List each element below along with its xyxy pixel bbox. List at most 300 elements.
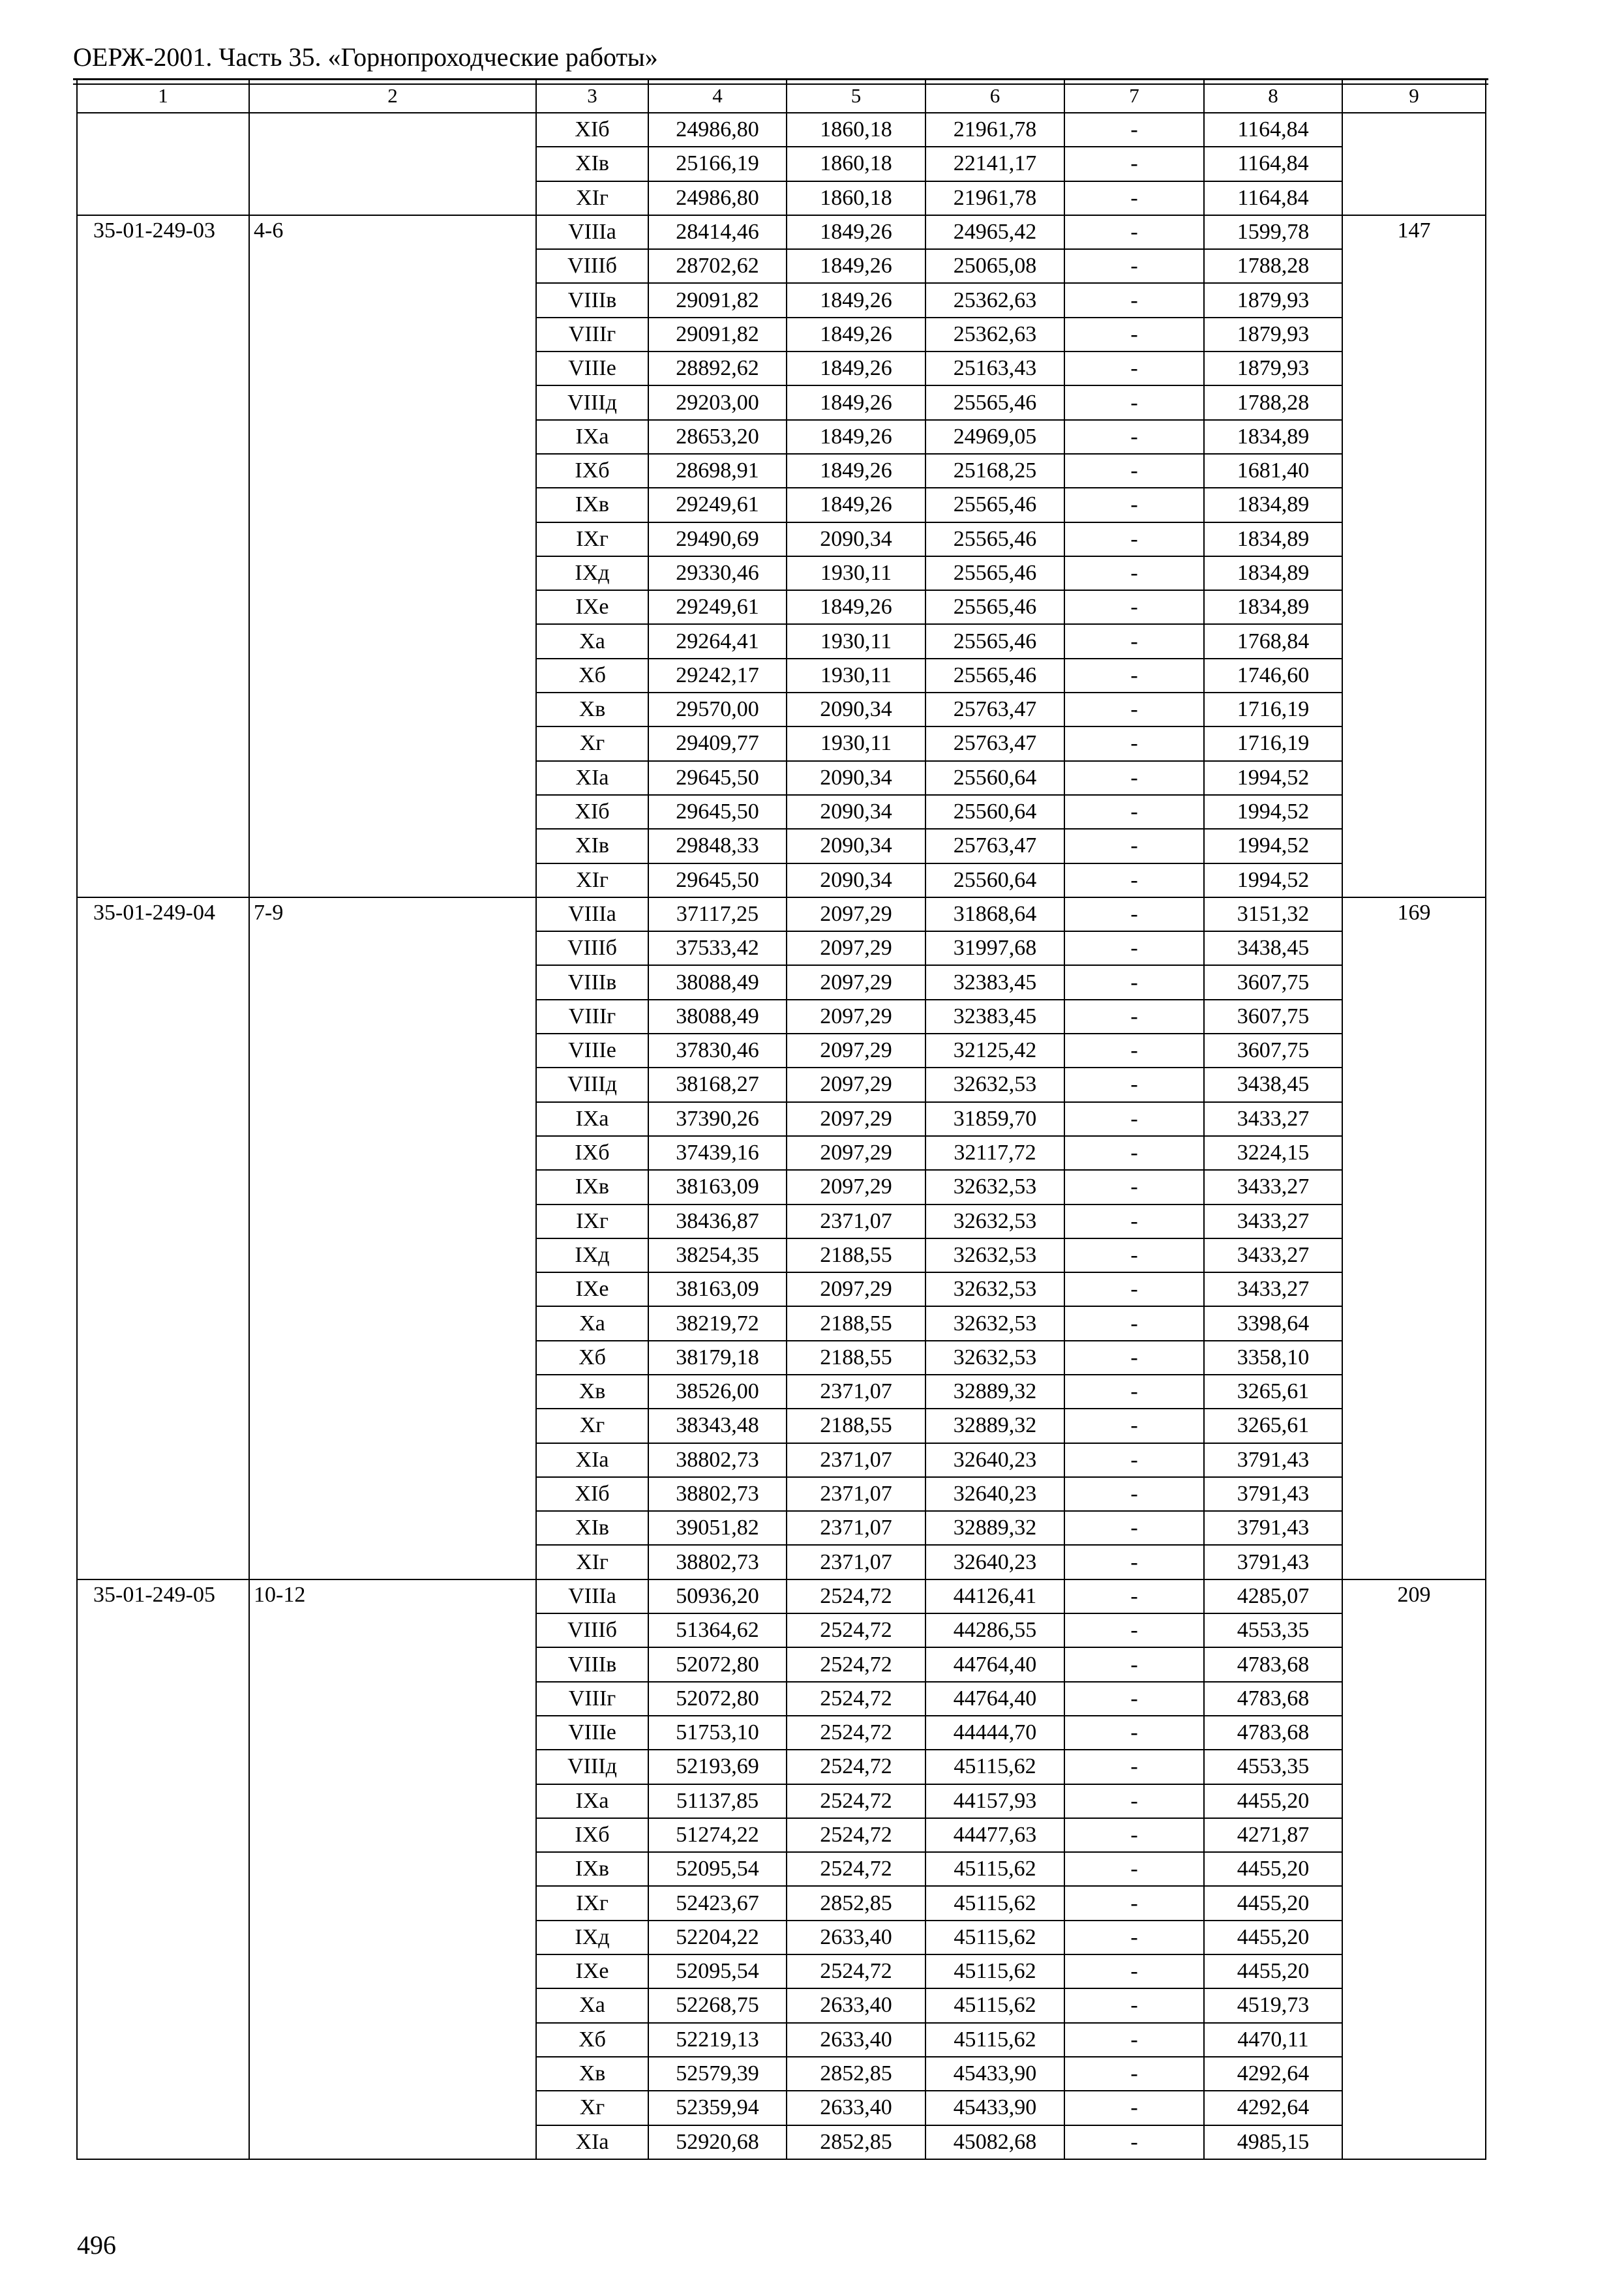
table-cell: VIIIа <box>536 897 648 931</box>
table-cell: 51364,62 <box>648 1613 787 1647</box>
table-cell: 1860,18 <box>787 147 925 181</box>
table-cell: - <box>1064 897 1204 931</box>
table-cell: 2633,40 <box>787 2023 925 2057</box>
column-9-cell: 209 <box>1342 1579 1486 2159</box>
table-cell: 25565,46 <box>925 624 1064 658</box>
table-cell: 1849,26 <box>787 352 925 385</box>
table-cell: 45082,68 <box>925 2125 1064 2159</box>
table-cell: VIIIг <box>536 1000 648 1034</box>
column-number-row <box>77 79 1486 113</box>
table-cell: 52095,54 <box>648 1954 787 1988</box>
table-cell: 2090,34 <box>787 829 925 863</box>
table-cell: 28698,91 <box>648 454 787 488</box>
table-cell: 3438,45 <box>1204 931 1342 965</box>
table-cell: IXб <box>536 1818 648 1852</box>
table-cell: 1849,26 <box>787 420 925 454</box>
table-cell: - <box>1064 1204 1204 1238</box>
table-cell: XIб <box>536 113 648 147</box>
table-cell: 28892,62 <box>648 352 787 385</box>
table-cell: 3791,43 <box>1204 1511 1342 1545</box>
table-cell: 2524,72 <box>787 1613 925 1647</box>
table-cell: VIIIб <box>536 249 648 283</box>
table-cell: 38163,09 <box>648 1272 787 1306</box>
table-cell: VIIIг <box>536 1682 648 1716</box>
table-cell: 31868,64 <box>925 897 1064 931</box>
table-cell: 2524,72 <box>787 1682 925 1716</box>
table-cell: 45115,62 <box>925 1886 1064 1920</box>
table-cell: 44764,40 <box>925 1682 1064 1716</box>
table-cell: 4455,20 <box>1204 1921 1342 1954</box>
table-cell: 3791,43 <box>1204 1477 1342 1511</box>
table-cell: IXд <box>536 1238 648 1272</box>
table-cell: 3433,27 <box>1204 1170 1342 1204</box>
table-cell: 2524,72 <box>787 1784 925 1818</box>
table-cell: 1994,52 <box>1204 829 1342 863</box>
table-cell: 2524,72 <box>787 1716 925 1750</box>
table-cell: 44444,70 <box>925 1716 1064 1750</box>
table-cell: VIIIа <box>536 1579 648 1613</box>
table-cell: 1930,11 <box>787 624 925 658</box>
table-cell: IXв <box>536 488 648 522</box>
table-cell: 51137,85 <box>648 1784 787 1818</box>
table-cell: - <box>1064 318 1204 352</box>
table-cell: 25565,46 <box>925 659 1064 693</box>
table-cell: 1599,78 <box>1204 215 1342 249</box>
table-cell: 52359,94 <box>648 2091 787 2125</box>
table-cell: - <box>1064 726 1204 760</box>
table-cell: 2090,34 <box>787 761 925 795</box>
table-cell: VIIIа <box>536 215 648 249</box>
table-cell: - <box>1064 624 1204 658</box>
table-cell: 32632,53 <box>925 1306 1064 1340</box>
table-cell: 3607,75 <box>1204 1034 1342 1068</box>
table-cell: 38168,27 <box>648 1068 787 1101</box>
table-cell: - <box>1064 249 1204 283</box>
column-number: 3 <box>536 79 648 113</box>
table-cell: 25362,63 <box>925 318 1064 352</box>
table-cell: 52920,68 <box>648 2125 787 2159</box>
table-cell: - <box>1064 1068 1204 1101</box>
table-cell: 2097,29 <box>787 1136 925 1170</box>
table-cell: 4455,20 <box>1204 1852 1342 1886</box>
table-cell: 52072,80 <box>648 1682 787 1716</box>
table-cell: 2371,07 <box>787 1545 925 1579</box>
table-cell: - <box>1064 761 1204 795</box>
table-cell: IXб <box>536 454 648 488</box>
table-cell: 2090,34 <box>787 863 925 897</box>
table-cell: 1849,26 <box>787 318 925 352</box>
table-cell: XIа <box>536 2125 648 2159</box>
table-cell: 1164,84 <box>1204 113 1342 147</box>
table-cell: 1994,52 <box>1204 863 1342 897</box>
table-cell: 2524,72 <box>787 1954 925 1988</box>
table-cell: 1860,18 <box>787 181 925 215</box>
document-title: ОЕРЖ-2001. Часть 35. «Горнопроходческие работы» <box>73 42 658 72</box>
table-cell: 4553,35 <box>1204 1750 1342 1784</box>
table-cell: 25166,19 <box>648 147 787 181</box>
table-cell: 1849,26 <box>787 249 925 283</box>
table-cell: 1930,11 <box>787 659 925 693</box>
table-cell: VIIIд <box>536 385 648 419</box>
table-cell: 52204,22 <box>648 1921 787 1954</box>
table-cell: - <box>1064 1238 1204 1272</box>
column-9-cell <box>1342 113 1486 215</box>
table-cell: 2188,55 <box>787 1341 925 1375</box>
table-cell: 4455,20 <box>1204 1954 1342 1988</box>
table-cell: 4271,87 <box>1204 1818 1342 1852</box>
table-cell: 32632,53 <box>925 1204 1064 1238</box>
table-cell: 29249,61 <box>648 590 787 624</box>
table-cell: IXд <box>536 556 648 590</box>
table-cell: 25763,47 <box>925 693 1064 726</box>
table-cell: 25560,64 <box>925 795 1064 829</box>
table-cell: VIIIд <box>536 1750 648 1784</box>
table-cell: 1879,93 <box>1204 352 1342 385</box>
table-cell: VIIIв <box>536 1647 648 1681</box>
column-number: 2 <box>249 79 536 113</box>
table-cell: 1788,28 <box>1204 385 1342 419</box>
table-cell: IXг <box>536 1886 648 1920</box>
table-cell: 3438,45 <box>1204 1068 1342 1101</box>
table-cell: 2852,85 <box>787 1886 925 1920</box>
table-cell: 2090,34 <box>787 522 925 556</box>
table-cell: VIIIв <box>536 283 648 317</box>
table-cell: - <box>1064 1579 1204 1613</box>
table-row <box>77 1579 1486 1613</box>
table-cell: 2097,29 <box>787 965 925 999</box>
table-cell: 37390,26 <box>648 1102 787 1136</box>
table-cell: 1834,89 <box>1204 590 1342 624</box>
table-cell: VIIIг <box>536 318 648 352</box>
table-cell: 3607,75 <box>1204 965 1342 999</box>
table-cell: 2097,29 <box>787 1102 925 1136</box>
table-cell: 2371,07 <box>787 1443 925 1477</box>
table-cell: 2371,07 <box>787 1477 925 1511</box>
table-cell: 25362,63 <box>925 283 1064 317</box>
table-cell: 44126,41 <box>925 1579 1064 1613</box>
table-cell: IXв <box>536 1852 648 1886</box>
table-cell: 29645,50 <box>648 795 787 829</box>
table-cell: Xб <box>536 659 648 693</box>
table-cell: 24986,80 <box>648 181 787 215</box>
table-cell: 32632,53 <box>925 1272 1064 1306</box>
table-cell: 2097,29 <box>787 1272 925 1306</box>
table-cell: 45115,62 <box>925 2023 1064 2057</box>
table-cell: 3791,43 <box>1204 1545 1342 1579</box>
table-cell: 1849,26 <box>787 488 925 522</box>
table-cell: VIIIд <box>536 1068 648 1101</box>
table-cell: 52095,54 <box>648 1852 787 1886</box>
table-cell: 38219,72 <box>648 1306 787 1340</box>
table-cell: - <box>1064 352 1204 385</box>
table-cell: 51274,22 <box>648 1818 787 1852</box>
table-cell: 21961,78 <box>925 113 1064 147</box>
table-cell: 1994,52 <box>1204 795 1342 829</box>
rate-code-cell: 35-01-249-03 <box>77 215 249 897</box>
table-cell: 51753,10 <box>648 1716 787 1750</box>
table-cell: XIб <box>536 1477 648 1511</box>
table-cell: 25168,25 <box>925 454 1064 488</box>
table-cell: - <box>1064 181 1204 215</box>
table-cell: 32640,23 <box>925 1477 1064 1511</box>
table-cell: 2524,72 <box>787 1852 925 1886</box>
table-cell: 50936,20 <box>648 1579 787 1613</box>
table-cell: 32632,53 <box>925 1068 1064 1101</box>
table-cell: 32889,32 <box>925 1511 1064 1545</box>
table-cell: 52072,80 <box>648 1647 787 1681</box>
table-cell: 2524,72 <box>787 1818 925 1852</box>
table-cell: 32125,42 <box>925 1034 1064 1068</box>
table-cell: 1716,19 <box>1204 693 1342 726</box>
table-cell: 44477,63 <box>925 1818 1064 1852</box>
table-cell: - <box>1064 1443 1204 1477</box>
table-cell: - <box>1064 693 1204 726</box>
table-cell: 2524,72 <box>787 1647 925 1681</box>
table-cell: - <box>1064 1852 1204 1886</box>
table-cell: 28702,62 <box>648 249 787 283</box>
table-cell: - <box>1064 1341 1204 1375</box>
table-cell: 2097,29 <box>787 1170 925 1204</box>
table-cell: 21961,78 <box>925 181 1064 215</box>
table-cell: - <box>1064 420 1204 454</box>
column-number: 5 <box>787 79 925 113</box>
table-cell: 25560,64 <box>925 863 1064 897</box>
table-cell: 32889,32 <box>925 1375 1064 1409</box>
table-cell: VIIIе <box>536 1716 648 1750</box>
table-cell: 3151,32 <box>1204 897 1342 931</box>
table-cell: 38802,73 <box>648 1477 787 1511</box>
table-cell: - <box>1064 1886 1204 1920</box>
table-cell: 1879,93 <box>1204 283 1342 317</box>
table-cell: IXд <box>536 1921 648 1954</box>
table-cell: 3224,15 <box>1204 1136 1342 1170</box>
table-cell: 52423,67 <box>648 1886 787 1920</box>
table-cell: 2097,29 <box>787 897 925 931</box>
table-cell: 29264,41 <box>648 624 787 658</box>
range-cell <box>249 113 536 215</box>
table-cell: 31997,68 <box>925 931 1064 965</box>
column-number: 7 <box>1064 79 1204 113</box>
table-cell: 2633,40 <box>787 1988 925 2022</box>
table-cell: 32640,23 <box>925 1443 1064 1477</box>
table-cell: 25565,46 <box>925 385 1064 419</box>
table-cell: VIIIе <box>536 352 648 385</box>
table-cell: 38802,73 <box>648 1545 787 1579</box>
table-cell: - <box>1064 1170 1204 1204</box>
table-cell: - <box>1064 1375 1204 1409</box>
table-cell: 24969,05 <box>925 420 1064 454</box>
table-cell: 32632,53 <box>925 1170 1064 1204</box>
table-cell: 4783,68 <box>1204 1716 1342 1750</box>
table-cell: 4553,35 <box>1204 1613 1342 1647</box>
table-cell: 29645,50 <box>648 863 787 897</box>
table-cell: 37533,42 <box>648 931 787 965</box>
column-number: 8 <box>1204 79 1342 113</box>
table-cell: - <box>1064 1750 1204 1784</box>
table-cell: 32383,45 <box>925 965 1064 999</box>
table-cell: 32632,53 <box>925 1238 1064 1272</box>
table-cell: 2371,07 <box>787 1375 925 1409</box>
table-cell: 4292,64 <box>1204 2091 1342 2125</box>
table-cell: - <box>1064 1545 1204 1579</box>
table-cell: - <box>1064 795 1204 829</box>
table-cell: 32632,53 <box>925 1341 1064 1375</box>
table-cell: 29645,50 <box>648 761 787 795</box>
table-cell: 29848,33 <box>648 829 787 863</box>
table-cell: 29091,82 <box>648 318 787 352</box>
table-cell: 29249,61 <box>648 488 787 522</box>
table-cell: - <box>1064 215 1204 249</box>
table-cell: 1788,28 <box>1204 249 1342 283</box>
table-cell: 2371,07 <box>787 1204 925 1238</box>
table-cell: 37117,25 <box>648 897 787 931</box>
range-cell: 4-6 <box>249 215 536 897</box>
table-cell: 29409,77 <box>648 726 787 760</box>
table-cell: 1164,84 <box>1204 181 1342 215</box>
table-cell: 45115,62 <box>925 1750 1064 1784</box>
table-cell: 37439,16 <box>648 1136 787 1170</box>
page-number: 496 <box>77 2230 116 2260</box>
table-cell: - <box>1064 147 1204 181</box>
table-cell: 52193,69 <box>648 1750 787 1784</box>
table-cell: 25763,47 <box>925 829 1064 863</box>
table-cell: 2633,40 <box>787 2091 925 2125</box>
table-cell: 2371,07 <box>787 1511 925 1545</box>
table-cell: 38088,49 <box>648 965 787 999</box>
column-number: 1 <box>77 79 249 113</box>
table-cell: 1716,19 <box>1204 726 1342 760</box>
table-cell: - <box>1064 1716 1204 1750</box>
table-cell: Xа <box>536 624 648 658</box>
table-cell: 2097,29 <box>787 1034 925 1068</box>
table-cell: - <box>1064 2091 1204 2125</box>
table-cell: 1930,11 <box>787 556 925 590</box>
table-cell: VIIIв <box>536 965 648 999</box>
table-cell: 25565,46 <box>925 488 1064 522</box>
table-cell: 29490,69 <box>648 522 787 556</box>
table-cell: 25163,43 <box>925 352 1064 385</box>
table-cell: 28414,46 <box>648 215 787 249</box>
table-cell: 1834,89 <box>1204 488 1342 522</box>
table-cell: VIIIе <box>536 1034 648 1068</box>
table-cell: - <box>1064 863 1204 897</box>
table-cell: - <box>1064 385 1204 419</box>
table-cell: - <box>1064 1477 1204 1511</box>
table-cell: - <box>1064 1102 1204 1136</box>
table-cell: IXв <box>536 1170 648 1204</box>
table-cell: 38526,00 <box>648 1375 787 1409</box>
rate-code-cell <box>77 113 249 215</box>
range-cell: 10-12 <box>249 1579 536 2159</box>
table-cell: IXа <box>536 1784 648 1818</box>
table-cell: 24965,42 <box>925 215 1064 249</box>
table-cell: 29242,17 <box>648 659 787 693</box>
table-cell: - <box>1064 1136 1204 1170</box>
table-cell: 32117,72 <box>925 1136 1064 1170</box>
table-cell: VIIIб <box>536 931 648 965</box>
table-cell: 1849,26 <box>787 454 925 488</box>
table-cell: XIг <box>536 863 648 897</box>
table-cell: 2097,29 <box>787 1000 925 1034</box>
table-cell: IXе <box>536 590 648 624</box>
table-cell: 4470,11 <box>1204 2023 1342 2057</box>
table-cell: 45115,62 <box>925 1852 1064 1886</box>
table-cell: 3398,64 <box>1204 1306 1342 1340</box>
table-cell: 29570,00 <box>648 693 787 726</box>
table-cell: 1834,89 <box>1204 420 1342 454</box>
table-cell: - <box>1064 522 1204 556</box>
table-cell: 1849,26 <box>787 283 925 317</box>
table-cell: 3607,75 <box>1204 1000 1342 1034</box>
table-cell: 2188,55 <box>787 1306 925 1340</box>
table-cell: 22141,17 <box>925 147 1064 181</box>
column-9-cell: 169 <box>1342 897 1486 1579</box>
table-cell: 28653,20 <box>648 420 787 454</box>
table-cell: 4519,73 <box>1204 1988 1342 2022</box>
table-cell: XIв <box>536 1511 648 1545</box>
table-cell: Xв <box>536 1375 648 1409</box>
table-cell: XIа <box>536 1443 648 1477</box>
table-cell: 4985,15 <box>1204 2125 1342 2159</box>
table-cell: 25565,46 <box>925 590 1064 624</box>
table-cell: 1849,26 <box>787 590 925 624</box>
table-cell: IXа <box>536 420 648 454</box>
table-cell: Xа <box>536 1306 648 1340</box>
table-row <box>77 113 1486 147</box>
table-cell: 1164,84 <box>1204 147 1342 181</box>
table-cell: Xв <box>536 2057 648 2091</box>
table-cell: - <box>1064 1647 1204 1681</box>
table-cell: 37830,46 <box>648 1034 787 1068</box>
table-cell: 31859,70 <box>925 1102 1064 1136</box>
table-cell: - <box>1064 1818 1204 1852</box>
table-cell: 1930,11 <box>787 726 925 760</box>
table-cell: IXа <box>536 1102 648 1136</box>
table-cell: XIг <box>536 1545 648 1579</box>
table-cell: 3265,61 <box>1204 1375 1342 1409</box>
table-cell: 4783,68 <box>1204 1682 1342 1716</box>
table-cell: 29203,00 <box>648 385 787 419</box>
table-cell: Xг <box>536 726 648 760</box>
table-cell: - <box>1064 454 1204 488</box>
table-cell: 24986,80 <box>648 113 787 147</box>
table-cell: 32889,32 <box>925 1409 1064 1443</box>
column-9-cell: 147 <box>1342 215 1486 897</box>
column-number: 9 <box>1342 79 1486 113</box>
table-cell: 4783,68 <box>1204 1647 1342 1681</box>
table-cell: VIIIб <box>536 1613 648 1647</box>
table-cell: 2090,34 <box>787 795 925 829</box>
table-cell: 25565,46 <box>925 522 1064 556</box>
table-cell: - <box>1064 1784 1204 1818</box>
table-cell: 52268,75 <box>648 1988 787 2022</box>
table-cell: 25560,64 <box>925 761 1064 795</box>
table-cell: 2524,72 <box>787 1579 925 1613</box>
table-cell: IXе <box>536 1272 648 1306</box>
table-cell: 3433,27 <box>1204 1238 1342 1272</box>
table-cell: 25065,08 <box>925 249 1064 283</box>
table-cell: 1681,40 <box>1204 454 1342 488</box>
table-cell: 45115,62 <box>925 1921 1064 1954</box>
table-cell: 1849,26 <box>787 385 925 419</box>
table-cell: IXг <box>536 1204 648 1238</box>
table-cell: 1879,93 <box>1204 318 1342 352</box>
table-cell: 3433,27 <box>1204 1102 1342 1136</box>
table-cell: 44157,93 <box>925 1784 1064 1818</box>
table-cell: 1860,18 <box>787 113 925 147</box>
table-cell: 1746,60 <box>1204 659 1342 693</box>
table-cell: XIв <box>536 829 648 863</box>
